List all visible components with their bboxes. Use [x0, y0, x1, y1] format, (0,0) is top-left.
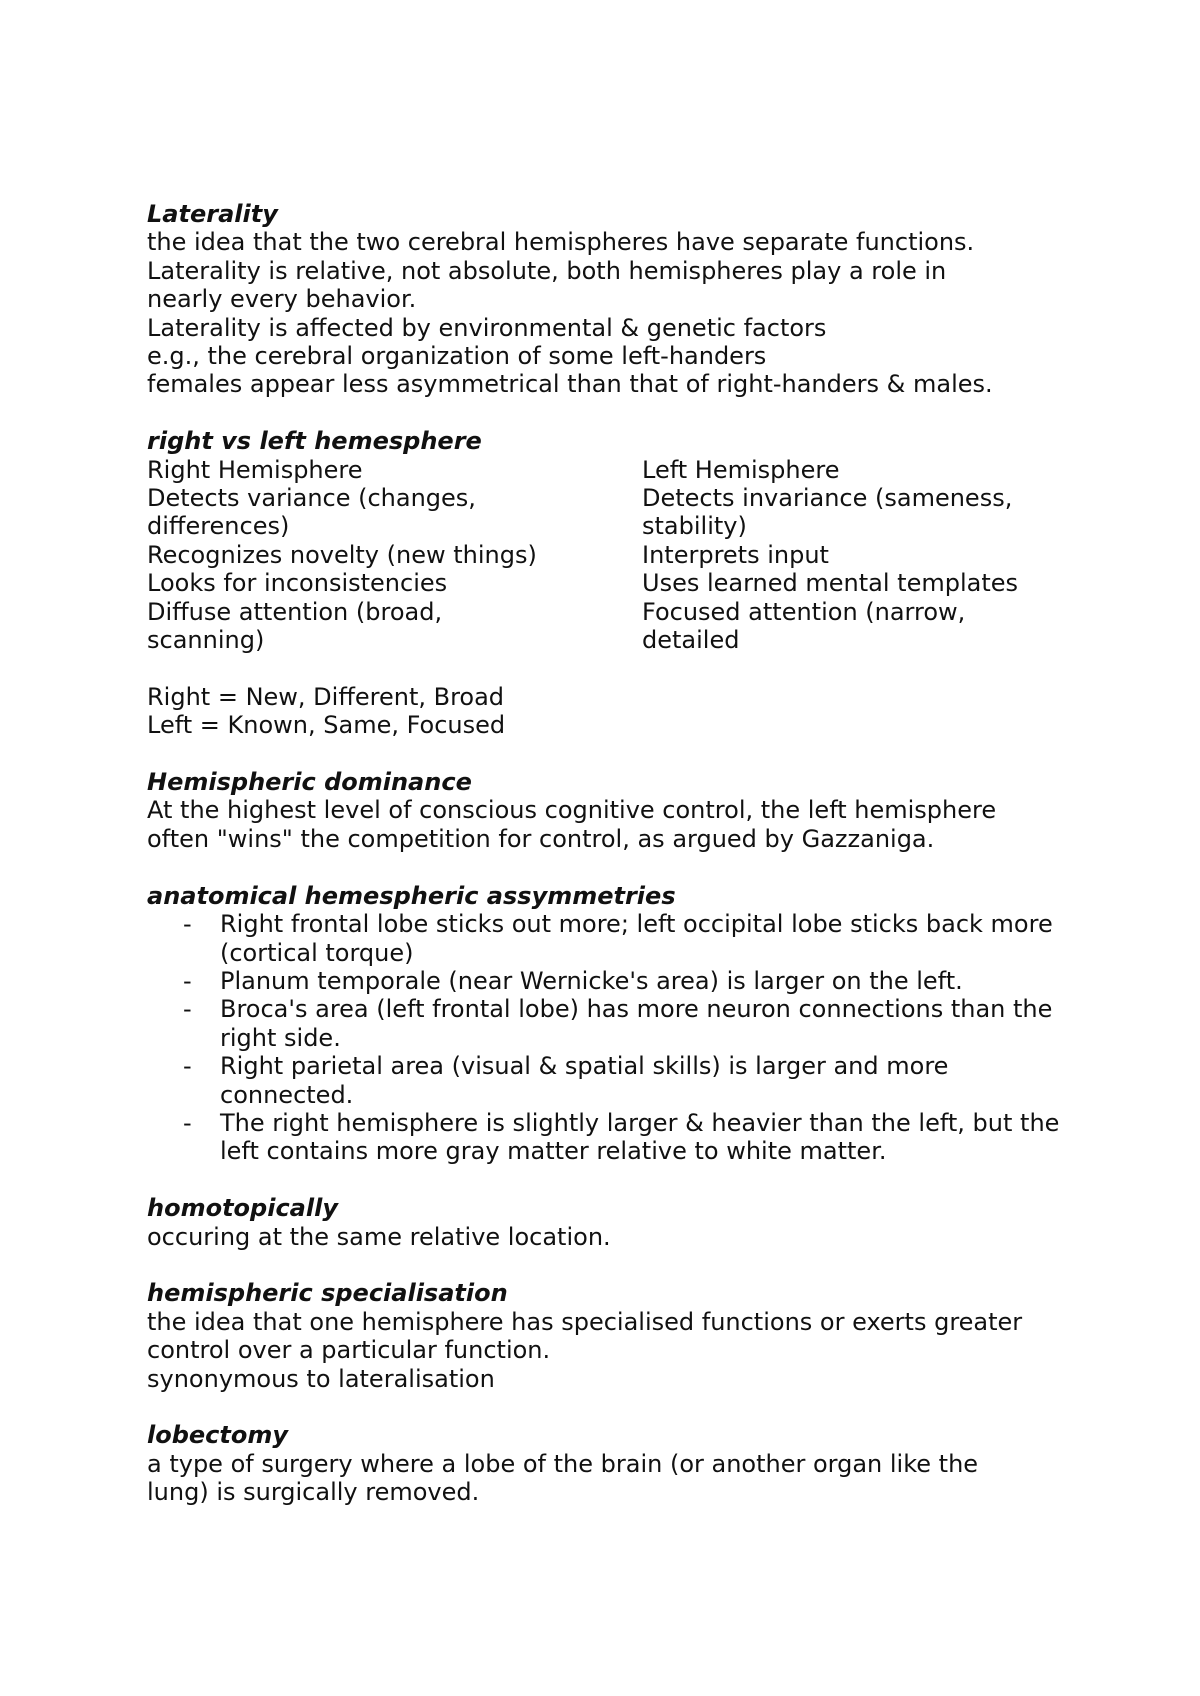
laterality-line: Laterality is affected by environmental & genetic factors: [147, 313, 827, 342]
homotopically-heading: homotopically: [147, 1194, 338, 1223]
bullet-dash: -: [183, 966, 192, 995]
bullet-dash: -: [183, 1108, 192, 1137]
left-column-item: Uses learned mental templates: [642, 569, 1019, 598]
list-item-text: Right frontal lobe sticks out more; left occipital lobe sticks back more (cortical torque): [220, 910, 1053, 967]
lobectomy-text: a type of surgery where a lobe of the brain (or another organ like the lung) is surgically removed.: [147, 1449, 979, 1507]
right-column-item: Diffuse attention (broad, scanning): [147, 597, 443, 655]
right-hemisphere-column: [147, 456, 642, 655]
spacer: [147, 740, 1067, 768]
summary-line: Right = New, Different, Broad: [147, 682, 505, 711]
list-item: [147, 967, 1067, 995]
list-item: [147, 1109, 1067, 1166]
right-column-item: Looks for inconsistencies: [147, 569, 448, 598]
spacer: [147, 1251, 1067, 1279]
laterality-line: Laterality is relative, not absolute, both hemispheres play a role in nearly every behavior.: [147, 256, 947, 314]
specialisation-line: synonymous to lateralisation: [147, 1364, 495, 1393]
right-column-item: Recognizes novelty (new things): [147, 540, 537, 569]
spacer: [147, 1166, 1067, 1194]
right-column-item: Detects variance (changes, differences): [147, 484, 476, 541]
right-vs-left-heading: right vs left hemesphere: [147, 427, 482, 456]
left-column-item: Interprets input: [642, 540, 829, 569]
asymmetries-heading: anatomical hemespheric assymmetries: [147, 881, 676, 910]
laterality-line: the idea that the two cerebral hemispheres have separate functions.: [147, 228, 975, 257]
left-column-item: Focused attention (narrow, detailed: [642, 597, 966, 655]
homotopically-text: occuring at the same relative location.: [147, 1222, 611, 1251]
laterality-line: females appear less asymmetrical than that of right-handers & males.: [147, 370, 993, 399]
list-item: [147, 995, 1067, 1052]
right-column-item: Right Hemisphere: [147, 455, 363, 484]
specialisation-line: the idea that one hemisphere has specialised functions or exerts greater control over a particular function.: [147, 1307, 1023, 1365]
dominance-text: At the highest level of conscious cognitive control, the left hemisphere often "wins" the competition for control, as argued by Gazzaniga.: [147, 796, 997, 853]
dominance-heading: Hemispheric dominance: [147, 768, 472, 797]
list-item-text: Right parietal area (visual & spatial skills) is larger and more connected.: [220, 1052, 949, 1109]
list-item-text: Broca's area (left frontal lobe) has more neuron connections than the right side.: [220, 995, 1053, 1052]
lobectomy-heading: lobectomy: [147, 1421, 289, 1450]
section-laterality: [147, 200, 1067, 399]
asymmetries-list: [147, 910, 1067, 1166]
spacer: [147, 853, 1067, 881]
section-dominance: [147, 768, 1067, 853]
section-homotopically: [147, 1194, 1067, 1251]
spacer: [147, 1393, 1067, 1421]
list-item-text: The right hemisphere is slightly larger & heavier than the left, but the left contains more gray matter relative to white matter.: [220, 1108, 1060, 1166]
laterality-heading: Laterality: [147, 200, 278, 228]
left-column-item: Left Hemisphere: [642, 455, 840, 484]
list-item-text: Planum temporale (near Wernicke's area) is larger on the left.: [220, 966, 963, 995]
list-item: [147, 910, 1067, 967]
spacer: [147, 399, 1067, 427]
section-lobectomy: [147, 1421, 1067, 1506]
document-page: [147, 200, 1067, 1507]
bullet-dash: -: [183, 1052, 192, 1081]
bullet-dash: -: [183, 995, 192, 1024]
spacer: [147, 654, 1067, 682]
section-right-vs-left: [147, 427, 1067, 739]
summary-line: Left = Known, Same, Focused: [147, 711, 506, 740]
hemisphere-comparison-table: [147, 456, 1067, 655]
section-specialisation: [147, 1279, 1067, 1393]
list-item: [147, 1052, 1067, 1109]
section-asymmetries: [147, 882, 1067, 1166]
laterality-line: e.g., the cerebral organization of some left-handers: [147, 342, 767, 371]
bullet-dash: -: [183, 910, 192, 939]
specialisation-heading: hemispheric specialisation: [147, 1279, 508, 1308]
left-hemisphere-column: [642, 456, 1067, 655]
left-column-item: Detects invariance (sameness, stability): [642, 484, 1013, 541]
